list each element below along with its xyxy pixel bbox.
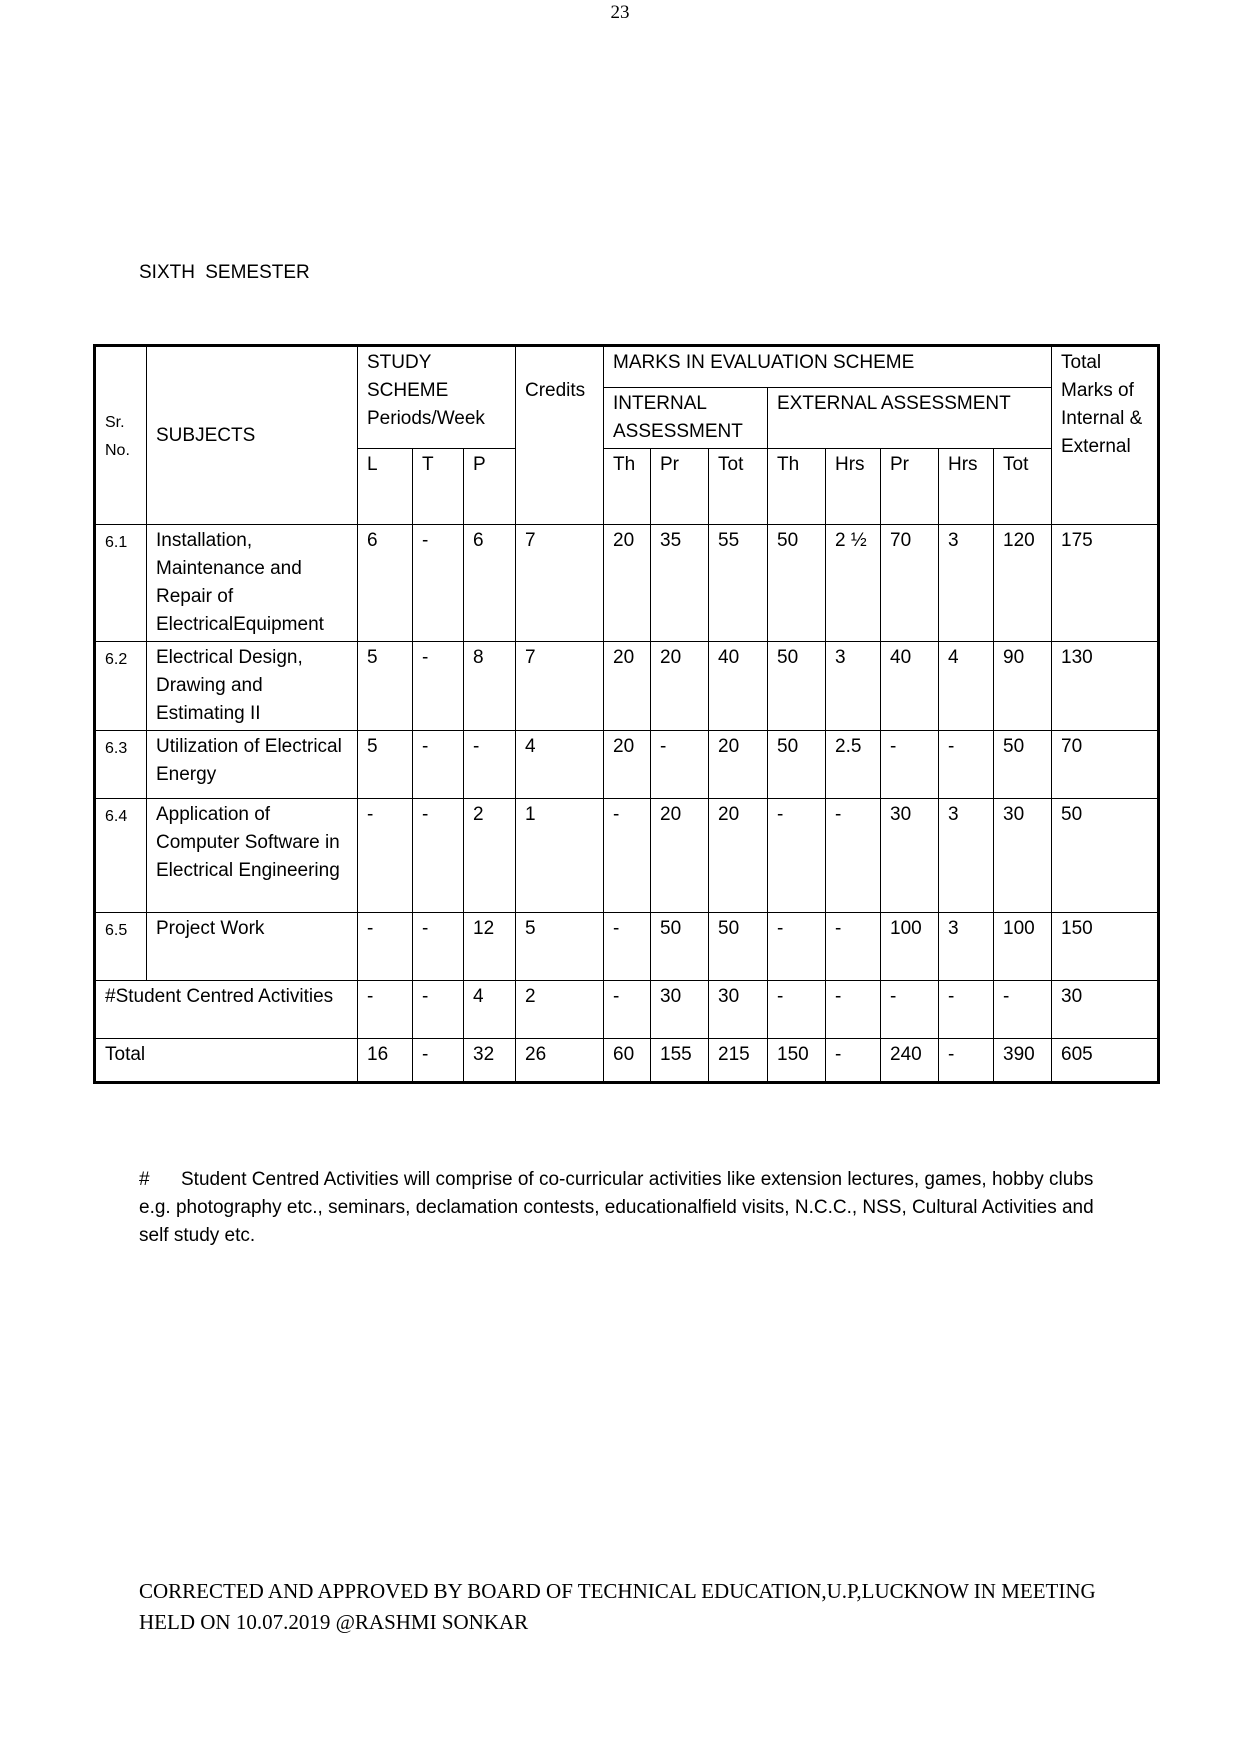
total-row-label: Total <box>95 1039 358 1083</box>
header-marks-evaluation: MARKS IN EVALUATION SCHEME <box>604 346 1052 388</box>
table-cell: 50 <box>994 731 1052 799</box>
table-cell: 155 <box>651 1039 709 1083</box>
header-col-internal-tot: Tot <box>709 449 768 525</box>
table-cell: - <box>826 799 881 913</box>
table-cell: 120 <box>994 525 1052 642</box>
subject-cell: Installation, Maintenance and Repair of ElectricalEquipment <box>147 525 358 642</box>
table-cell: 5 <box>358 731 413 799</box>
table-cell: 50 <box>768 731 826 799</box>
table-cell: 240 <box>881 1039 939 1083</box>
table-cell: - <box>939 1039 994 1083</box>
table-cell: - <box>413 799 464 913</box>
table-row <box>95 642 1159 731</box>
table-cell: - <box>413 525 464 642</box>
table-cell: 8 <box>464 642 516 731</box>
table-cell: 4 <box>464 981 516 1039</box>
table-cell: 50 <box>651 913 709 981</box>
table-cell: 175 <box>1052 525 1159 642</box>
table-cell: - <box>464 731 516 799</box>
table-cell: 70 <box>1052 731 1159 799</box>
page-number: 23 <box>610 2 630 23</box>
table-cell: - <box>881 981 939 1039</box>
table-cell: 20 <box>651 642 709 731</box>
table-cell: 50 <box>768 525 826 642</box>
table-cell: 20 <box>651 799 709 913</box>
approval-note: CORRECTED AND APPROVED BY BOARD OF TECHNICAL EDUCATION,U.P,LUCKNOW IN MEETING HELD ON 10.07.2019 @RASHMI SONKAR <box>139 1579 1096 1634</box>
sr-no-cell: 6.5 <box>95 913 147 981</box>
table-cell: 30 <box>1052 981 1159 1039</box>
table-cell: 32 <box>464 1039 516 1083</box>
table-cell: 70 <box>881 525 939 642</box>
table-cell: 100 <box>881 913 939 981</box>
student-centred-activities-row <box>95 981 1159 1039</box>
table-row <box>95 799 1159 913</box>
subject-cell: Electrical Design, Drawing and Estimating II <box>147 642 358 731</box>
table-cell: 390 <box>994 1039 1052 1083</box>
table-cell: 60 <box>604 1039 651 1083</box>
table-cell: 20 <box>604 525 651 642</box>
semester-title: SIXTH SEMESTER <box>139 262 310 283</box>
table-cell: 20 <box>709 731 768 799</box>
table-cell: 50 <box>768 642 826 731</box>
header-internal-assessment: INTERNAL ASSESSMENT <box>604 388 768 449</box>
table-cell: - <box>604 913 651 981</box>
header-sr-no: Sr. No. <box>95 346 147 525</box>
table-cell: - <box>413 913 464 981</box>
subject-cell: Utilization of Electrical Energy <box>147 731 358 799</box>
table-cell: 7 <box>516 525 604 642</box>
table-cell: 6 <box>464 525 516 642</box>
header-col-external-tot: Tot <box>994 449 1052 525</box>
table-cell: 55 <box>709 525 768 642</box>
header-col-l: L <box>358 449 413 525</box>
footnote-marker: # <box>139 1169 150 1190</box>
table-cell: 16 <box>358 1039 413 1083</box>
table-cell: - <box>604 981 651 1039</box>
sr-no-cell: 6.2 <box>95 642 147 731</box>
table-cell: 50 <box>709 913 768 981</box>
table-cell: 215 <box>709 1039 768 1083</box>
table-cell: 2 <box>464 799 516 913</box>
table-row <box>95 731 1159 799</box>
header-external-assessment: EXTERNAL ASSESSMENT <box>768 388 1052 449</box>
table-cell: 6 <box>358 525 413 642</box>
table-cell: 30 <box>651 981 709 1039</box>
table-cell: 2 ½ <box>826 525 881 642</box>
table-cell: - <box>604 799 651 913</box>
header-col-internal-th: Th <box>604 449 651 525</box>
table-row <box>95 525 1159 642</box>
sr-no-cell: 6.3 <box>95 731 147 799</box>
table-cell: 5 <box>516 913 604 981</box>
table-cell: 30 <box>881 799 939 913</box>
table-cell: 4 <box>939 642 994 731</box>
table-cell: 3 <box>939 799 994 913</box>
table-cell: 1 <box>516 799 604 913</box>
table-cell: - <box>768 913 826 981</box>
table-cell: - <box>358 913 413 981</box>
table-cell: 3 <box>939 525 994 642</box>
table-cell: - <box>826 913 881 981</box>
table-cell: - <box>994 981 1052 1039</box>
table-cell: 7 <box>516 642 604 731</box>
table-cell: - <box>881 731 939 799</box>
table-cell: 30 <box>994 799 1052 913</box>
header-col-t: T <box>413 449 464 525</box>
table-cell: - <box>358 981 413 1039</box>
table-cell: 150 <box>768 1039 826 1083</box>
table-cell: - <box>939 731 994 799</box>
evaluation-scheme-table <box>93 344 1160 1084</box>
subject-cell: Project Work <box>147 913 358 981</box>
table-cell: 5 <box>358 642 413 731</box>
table-cell: 26 <box>516 1039 604 1083</box>
header-row-1 <box>95 346 1159 388</box>
table-cell: 3 <box>826 642 881 731</box>
table-cell: - <box>358 799 413 913</box>
footnote <box>139 1166 1099 1250</box>
table-cell: 90 <box>994 642 1052 731</box>
table-cell: - <box>413 1039 464 1083</box>
header-col-internal-pr: Pr <box>651 449 709 525</box>
header-credits: Credits <box>516 346 604 525</box>
table-cell: 3 <box>939 913 994 981</box>
table-cell: 12 <box>464 913 516 981</box>
table-cell: 20 <box>604 731 651 799</box>
header-col-external-hrs: Hrs <box>826 449 881 525</box>
student-centred-activities-row-label: #Student Centred Activities <box>95 981 358 1039</box>
table-cell: - <box>939 981 994 1039</box>
subject-cell: Application of Computer Software in Electrical Engineering <box>147 799 358 913</box>
header-col-external-th: Th <box>768 449 826 525</box>
header-total-marks: Total Marks of Internal & External <box>1052 346 1159 525</box>
header-subjects: SUBJECTS <box>147 346 358 525</box>
table-cell: 2.5 <box>826 731 881 799</box>
table-cell: 40 <box>881 642 939 731</box>
table-cell: 130 <box>1052 642 1159 731</box>
total-row <box>95 1039 1159 1083</box>
table-cell: 100 <box>994 913 1052 981</box>
table-cell: - <box>413 981 464 1039</box>
header-col-p: P <box>464 449 516 525</box>
table-cell: - <box>413 642 464 731</box>
table-cell: 35 <box>651 525 709 642</box>
table-cell: 20 <box>709 799 768 913</box>
footnote-text: Student Centred Activities will comprise of co-curricular activities like extension lectures, games, hobby clubs e.g. photography etc., seminars, declamation contests, educationalfield visits, N.C.C., NSS, Cultural Activities and self study etc. <box>139 1169 1094 1246</box>
table-cell: 605 <box>1052 1039 1159 1083</box>
sr-no-cell: 6.4 <box>95 799 147 913</box>
table-cell: 20 <box>604 642 651 731</box>
table-cell: - <box>651 731 709 799</box>
table-cell: - <box>826 1039 881 1083</box>
table-cell: 2 <box>516 981 604 1039</box>
header-study-scheme: STUDY SCHEME Periods/Week <box>358 346 516 449</box>
table-row <box>95 913 1159 981</box>
sr-no-cell: 6.1 <box>95 525 147 642</box>
table-cell: 150 <box>1052 913 1159 981</box>
table-cell: - <box>768 799 826 913</box>
table-cell: - <box>413 731 464 799</box>
table-cell: 50 <box>1052 799 1159 913</box>
table-cell: 4 <box>516 731 604 799</box>
table-cell: - <box>768 981 826 1039</box>
table-cell: 40 <box>709 642 768 731</box>
header-col-external-pr-hrs: Hrs <box>939 449 994 525</box>
table-cell: 30 <box>709 981 768 1039</box>
header-col-external-pr: Pr <box>881 449 939 525</box>
table-cell: - <box>826 981 881 1039</box>
